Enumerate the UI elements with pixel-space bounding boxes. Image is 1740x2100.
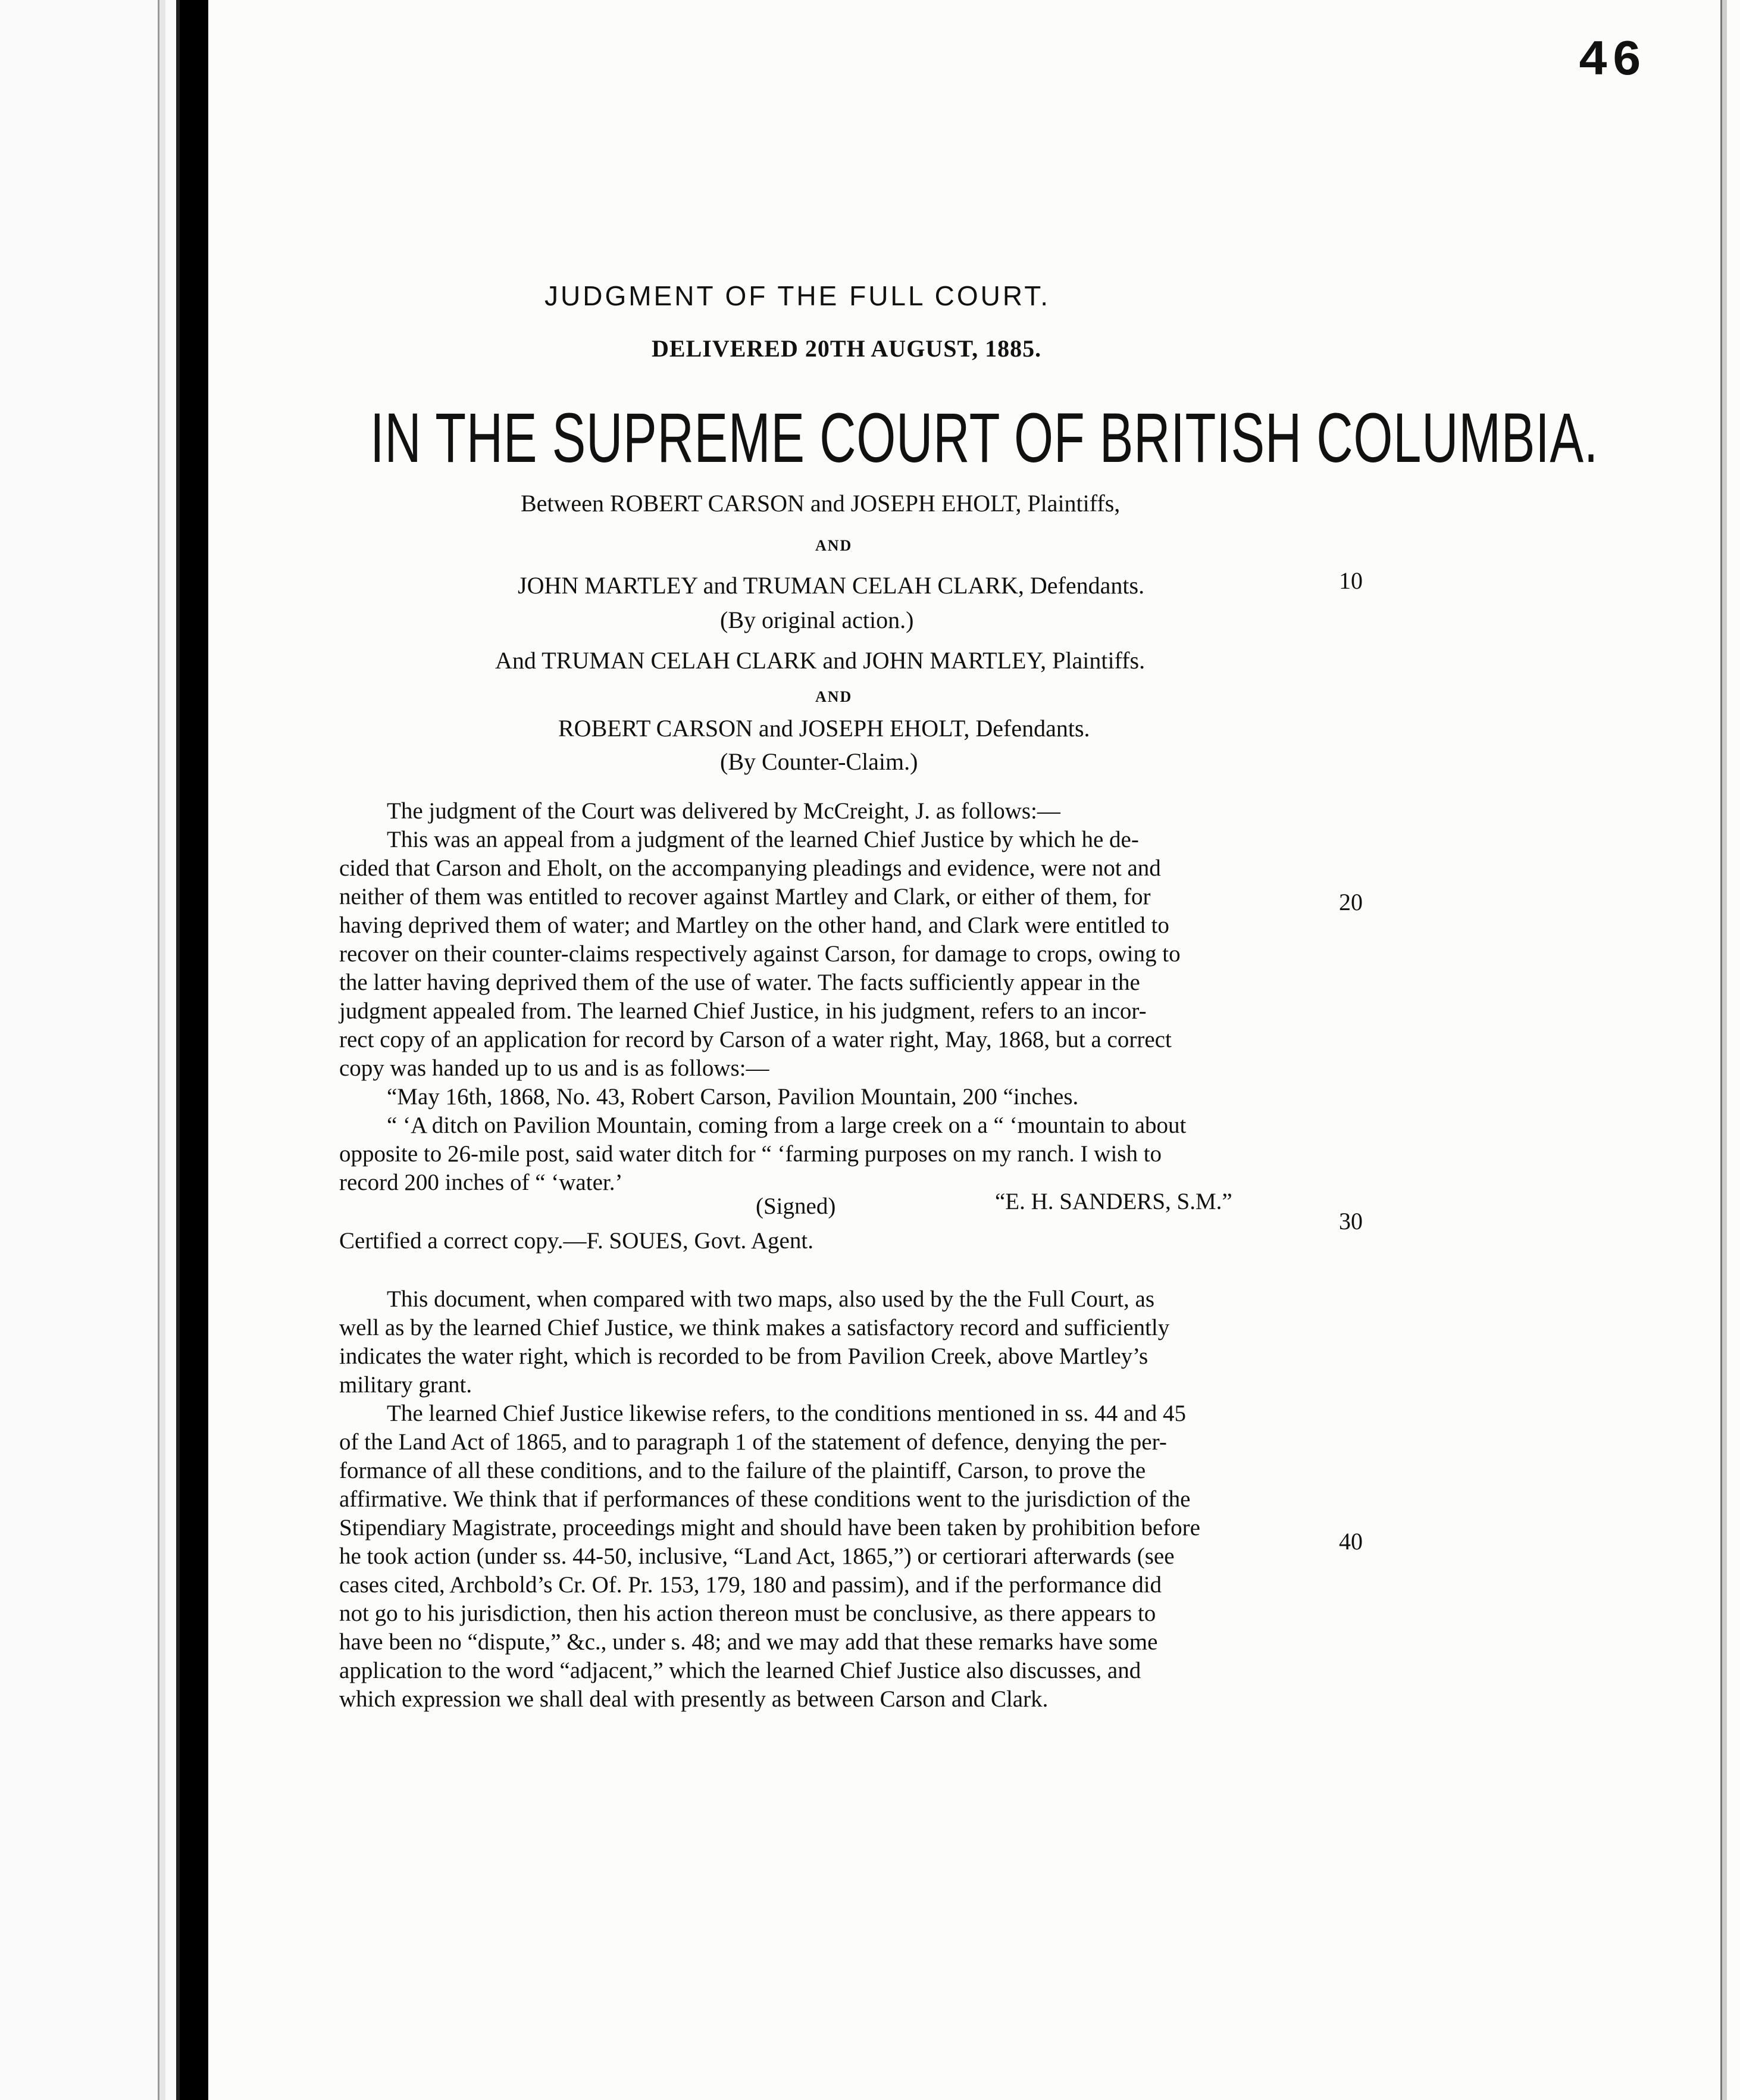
- body-line: military grant.: [339, 1372, 472, 1398]
- counterclaim-defendants: ROBERT CARSON and JOSEPH EHOLT, Defendants.: [558, 715, 1090, 742]
- signed-label: (Signed): [756, 1193, 836, 1219]
- body-line: Stipendiary Magistrate, proceedings might and should have been taken by prohibition before: [339, 1515, 1200, 1540]
- parties-plaintiffs: Between ROBERT CARSON and JOSEPH EHOLT, Plaintiffs,: [521, 490, 1121, 517]
- parties-and-2: AND: [815, 688, 853, 705]
- body-line: This document, when compared with two maps, also used by the the Full Court, as: [387, 1286, 1155, 1312]
- body-line: which expression we shall deal with presently as between Carson and Clark.: [339, 1686, 1049, 1712]
- body-line: have been no “dispute,” &c., under s. 48; and we may add that these remarks have some: [339, 1629, 1158, 1655]
- body-line: The judgment of the Court was delivered by McCreight, J. as follows:—: [387, 798, 1060, 824]
- body-line: copy was handed up to us and is as follows:—: [339, 1055, 769, 1081]
- parties-counter-claim: (By Counter-Claim.): [720, 748, 918, 775]
- body-line: judgment appealed from. The learned Chief Justice, in his judgment, refers to an incor-: [339, 998, 1147, 1024]
- body-line: having deprived them of water; and Martley on the other hand, and Clark were entitled to: [339, 912, 1169, 938]
- body-line: formance of all these conditions, and to the failure of the plaintiff, Carson, to prove the: [339, 1458, 1146, 1483]
- right-page-edge: [1720, 0, 1727, 2100]
- signer-name: “E. H. SANDERS, S.M.”: [995, 1189, 1232, 1214]
- body-line: cided that Carson and Eholt, on the accompanying pleadings and evidence, were not and: [339, 855, 1161, 881]
- page-number: 46: [1578, 33, 1645, 90]
- body-line: indicates the water right, which is recorded to be from Pavilion Creek, above Martley’s: [339, 1343, 1148, 1369]
- delivered-date: DELIVERED 20TH AUGUST, 1885.: [652, 335, 1042, 362]
- body-line: he took action (under ss. 44-50, inclusive, “Land Act, 1865,”) or certiorari afterwards (see: [339, 1543, 1175, 1569]
- line-number-30: 30: [1339, 1208, 1363, 1235]
- body-line: “May 16th, 1868, No. 43, Robert Carson, Pavilion Mountain, 200 “inches.: [387, 1084, 1079, 1110]
- body-line: “ ‘A ditch on Pavilion Mountain, coming from a large creek on a “ ‘mountain to about: [387, 1112, 1187, 1138]
- body-line: record 200 inches of “ ‘water.’: [339, 1170, 623, 1195]
- body-line: cases cited, Archbold’s Cr. Of. Pr. 153, 179, 180 and passim), and if the performance did: [339, 1572, 1162, 1598]
- body-line: of the Land Act of 1865, and to paragraph 1 of the statement of defence, denying the per-: [339, 1429, 1167, 1455]
- body-line: This was an appeal from a judgment of the learned Chief Justice by which he de-: [387, 827, 1139, 852]
- counterclaim-plaintiffs: And TRUMAN CELAH CLARK and JOHN MARTLEY, Plaintiffs.: [495, 647, 1146, 674]
- certification-line: Certified a correct copy.—F. SOUES, Govt. Agent.: [339, 1228, 813, 1254]
- body-line: neither of them was entitled to recover against Martley and Clark, or either of them, for: [339, 884, 1151, 910]
- body-line: opposite to 26-mile post, said water ditch for “ ‘farming purposes on my ranch. I wish to: [339, 1141, 1162, 1167]
- body-line: rect copy of an application for record by Carson of a water right, May, 1868, but a correct: [339, 1027, 1172, 1052]
- judgment-heading: JUDGMENT OF THE FULL COURT.: [544, 280, 1051, 311]
- parties-original-action: (By original action.): [720, 607, 914, 633]
- book-gutter: [180, 0, 208, 2100]
- body-line: the latter having deprived them of the use of water. The facts sufficiently appear in the: [339, 970, 1140, 995]
- body-line: application to the word “adjacent,” which the learned Chief Justice also discusses, and: [339, 1658, 1141, 1683]
- line-number-20: 20: [1339, 889, 1363, 915]
- body-line: affirmative. We think that if performances of these conditions went to the jurisdiction of the: [339, 1486, 1191, 1512]
- body-line: The learned Chief Justice likewise refers, to the conditions mentioned in ss. 44 and 45: [387, 1401, 1187, 1426]
- left-page-edge: [0, 0, 180, 2100]
- line-number-40: 40: [1339, 1528, 1363, 1555]
- court-title: IN THE SUPREME COURT OF BRITISH COLUMBIA.: [370, 399, 1599, 477]
- document-page: [208, 0, 1740, 2100]
- body-line: well as by the learned Chief Justice, we think makes a satisfactory record and sufficiently: [339, 1315, 1170, 1340]
- body-line: not go to his jurisdiction, then his action thereon must be conclusive, as there appears to: [339, 1601, 1156, 1626]
- parties-and: AND: [815, 537, 853, 554]
- left-page-fold: [158, 0, 165, 2100]
- parties-defendants: JOHN MARTLEY and TRUMAN CELAH CLARK, Defendants.: [518, 572, 1145, 599]
- line-number-10: 10: [1339, 567, 1363, 594]
- body-line: recover on their counter-claims respectively against Carson, for damage to crops, owing to: [339, 941, 1181, 967]
